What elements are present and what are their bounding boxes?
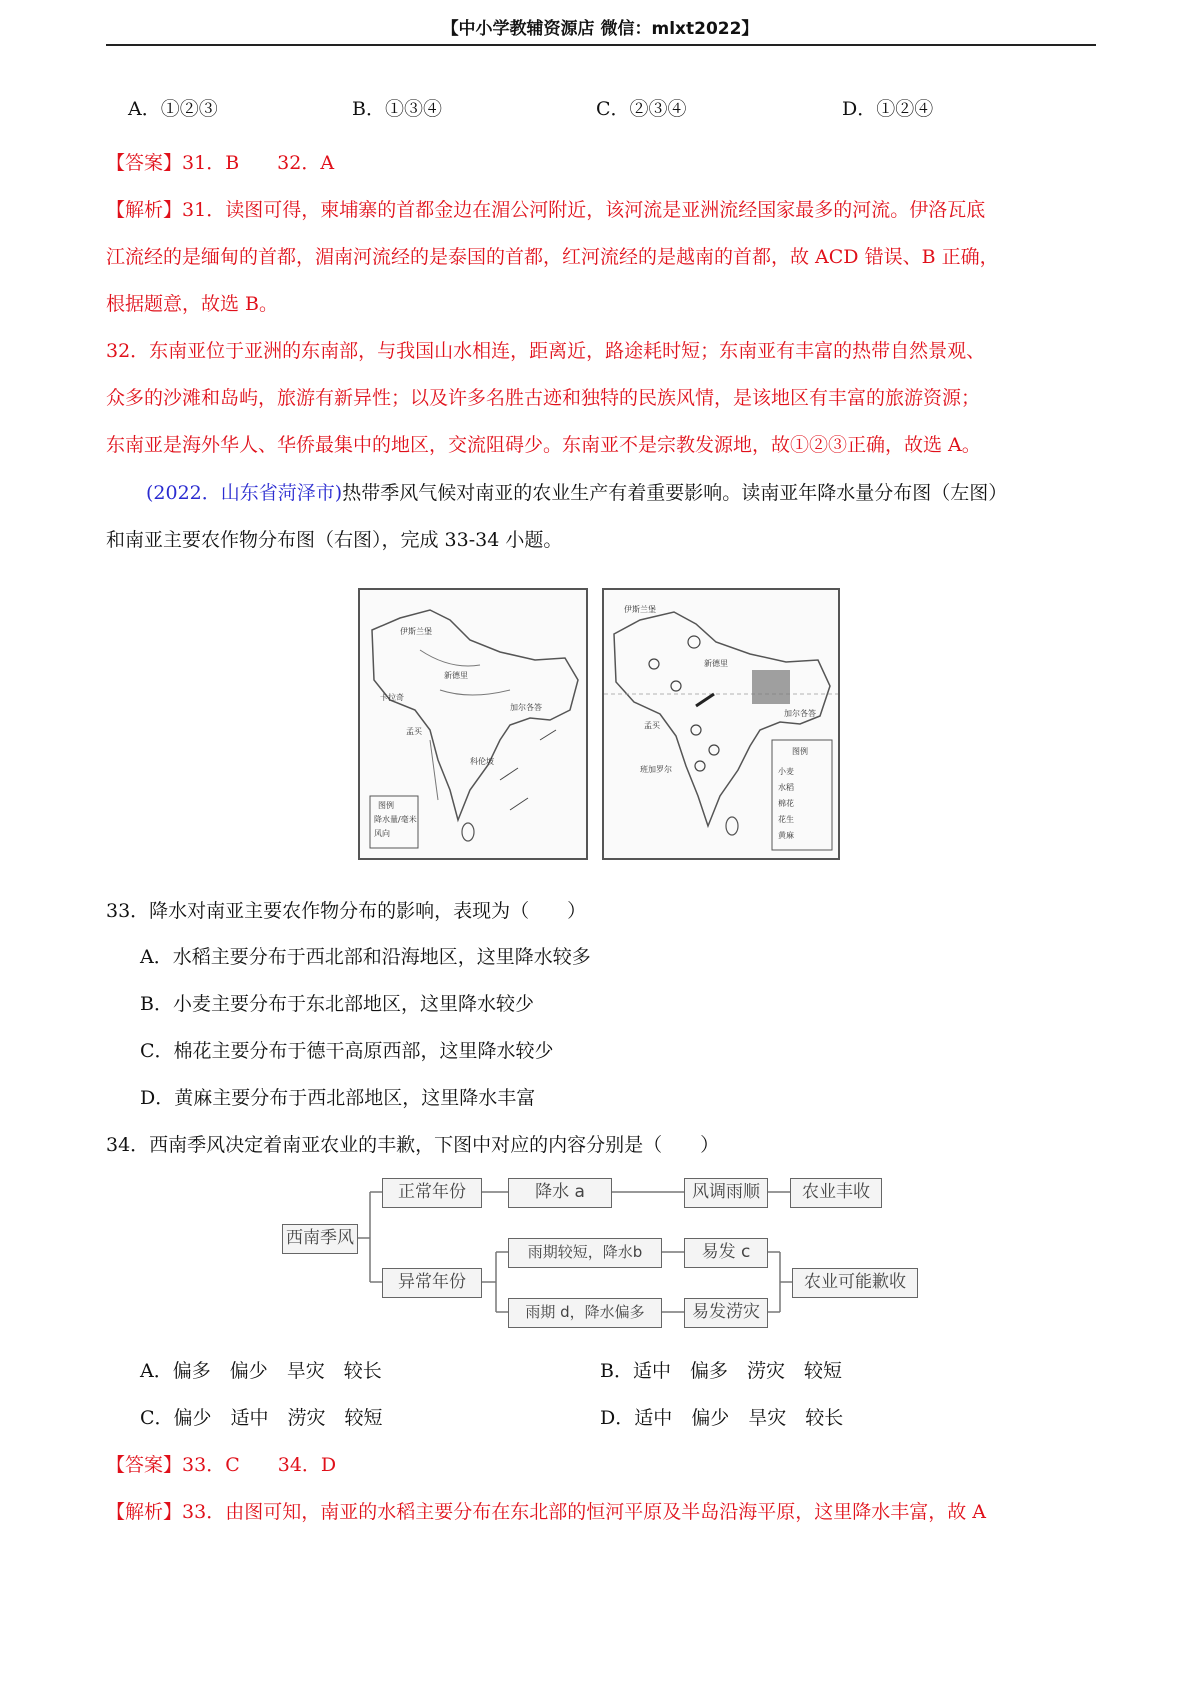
answer-3132 [106, 150, 334, 176]
source-citation: (2022．山东省菏泽市) [146, 482, 343, 504]
analysis-32-line1: 32．东南亚位于亚洲的东南部，与我国山水相连，距离近，路途耗时短；东南亚有丰富的热带自然景观、 [106, 340, 986, 362]
map-legend-item: 风向 [374, 829, 390, 838]
map-label: 加尔各答 [784, 709, 816, 718]
page-header: 【中小学教辅资源店 微信：mlxt2022】 [441, 19, 759, 39]
map-label: 加尔各答 [510, 703, 542, 712]
analysis-31-line2: 江流经的是缅甸的首都，湄南河流经的是泰国的首都，红河流经的是越南的首都，故 ACD 错误、B 正确， [106, 246, 999, 268]
map-label: 孟买 [644, 721, 660, 730]
flow-short-rain: 雨期较短，降水b [508, 1238, 662, 1268]
q34-option-c: C．偏少 适中 涝灾 较短 [140, 1407, 383, 1429]
q32-option-d: D．①②④ [842, 98, 934, 120]
analysis-33-text: 33．由图可知，南亚的水稻主要分布在东北部的恒河平原及半岛沿海平原，这里降水丰富，故 A [182, 1501, 986, 1523]
flow-smooth-weather: 风调雨顺 [684, 1178, 768, 1208]
map-label: 科伦坡 [470, 757, 494, 766]
map-legend-item: 棉花 [778, 799, 794, 808]
flow-poor-harvest: 农业可能歉收 [792, 1268, 918, 1298]
header-divider [106, 44, 1096, 46]
map-legend-item: 小麦 [778, 767, 794, 776]
crop-map [602, 588, 840, 860]
analysis-tag: 【解析】 [106, 199, 183, 221]
map-legend-item: 黄麻 [778, 831, 794, 840]
answer-tag: 【答案】 [106, 152, 183, 174]
analysis-31-line1 [106, 197, 985, 223]
crop-map-drawing [604, 590, 838, 858]
analysis-33-line1 [106, 1499, 986, 1525]
map-label: 班加罗尔 [640, 765, 672, 774]
q34-option-a: A．偏多 偏少 旱灾 较长 [140, 1360, 382, 1382]
flow-rain-a: 降水 a [508, 1178, 612, 1208]
analysis-32-line3: 东南亚是海外华人、华侨最集中的地区，交流阻碍少。东南亚不是宗教发源地，故①②③正确，故选 A。 [106, 434, 981, 456]
flow-root: 西南季风 [282, 1224, 358, 1254]
q34-stem: 34．西南季风决定着南亚农业的丰歉，下图中对应的内容分别是（ ） [106, 1134, 720, 1156]
analysis-32-line2: 众多的沙滩和岛屿，旅游有新异性；以及许多名胜古迹和独特的民族风情，是该地区有丰富的旅游资源； [106, 387, 981, 409]
map-legend-item: 水稻 [778, 783, 794, 792]
rainfall-map [358, 588, 588, 860]
q33-option-c: C．棉花主要分布于德干高原西部，这里降水较少 [140, 1040, 554, 1062]
q32-option-a: A．①②③ [128, 98, 218, 120]
map-label: 孟买 [406, 727, 422, 736]
map-label: 伊斯兰堡 [400, 627, 432, 636]
q33-option-b: B．小麦主要分布于东北部地区，这里降水较少 [140, 993, 534, 1015]
intro-line1 [146, 480, 1007, 506]
q32-option-b: B．①③④ [352, 98, 442, 120]
map-label: 伊斯兰堡 [624, 605, 656, 614]
flow-abnormal-year: 异常年份 [382, 1268, 482, 1298]
answer-text: 33．C 34．D [182, 1454, 337, 1476]
q33-stem: 33．降水对南亚主要农作物分布的影响，表现为（ ） [106, 900, 587, 922]
map-label: 卡拉奇 [380, 693, 404, 702]
flow-good-harvest: 农业丰收 [790, 1178, 882, 1208]
map-label: 新德里 [444, 671, 468, 680]
answer-tag: 【答案】 [106, 1454, 183, 1476]
q34-option-d: D．适中 偏少 旱灾 较长 [600, 1407, 844, 1429]
flow-normal-year: 正常年份 [382, 1178, 482, 1208]
map-legend-item: 花生 [778, 815, 794, 824]
map-label: 新德里 [704, 659, 728, 668]
q32-option-c: C．②③④ [596, 98, 687, 120]
intro-line2: 和南亚主要农作物分布图（右图），完成 33-34 小题。 [106, 529, 563, 551]
analysis-tag: 【解析】 [106, 1501, 183, 1523]
flow-long-rain: 雨期 d，降水偏多 [508, 1298, 662, 1328]
flow-prone-flood: 易发涝灾 [684, 1298, 768, 1328]
analysis-31-line3: 根据题意，故选 B。 [106, 293, 279, 315]
analysis-31-text: 31．读图可得，柬埔寨的首都金边在湄公河附近，该河流是亚洲流经国家最多的河流。伊洛瓦底 [182, 199, 986, 221]
intro-text: 热带季风气候对南亚的农业生产有着重要影响。读南亚年降水量分布图（左图） [342, 482, 1008, 504]
q33-option-a: A．水稻主要分布于西北部和沿海地区，这里降水较多 [140, 946, 591, 968]
answer-text: 31．B 32．A [182, 152, 335, 174]
flow-prone-c: 易发 c [684, 1238, 768, 1268]
answer-3334 [106, 1452, 336, 1478]
map-legend-title: 图例 [792, 747, 808, 756]
q34-option-b: B．适中 偏多 涝灾 较短 [600, 1360, 842, 1382]
map-legend-item: 降水量/毫米 [374, 815, 417, 824]
map-legend-title: 图例 [378, 801, 394, 810]
q33-option-d: D．黄麻主要分布于西北部地区，这里降水丰富 [140, 1087, 536, 1109]
